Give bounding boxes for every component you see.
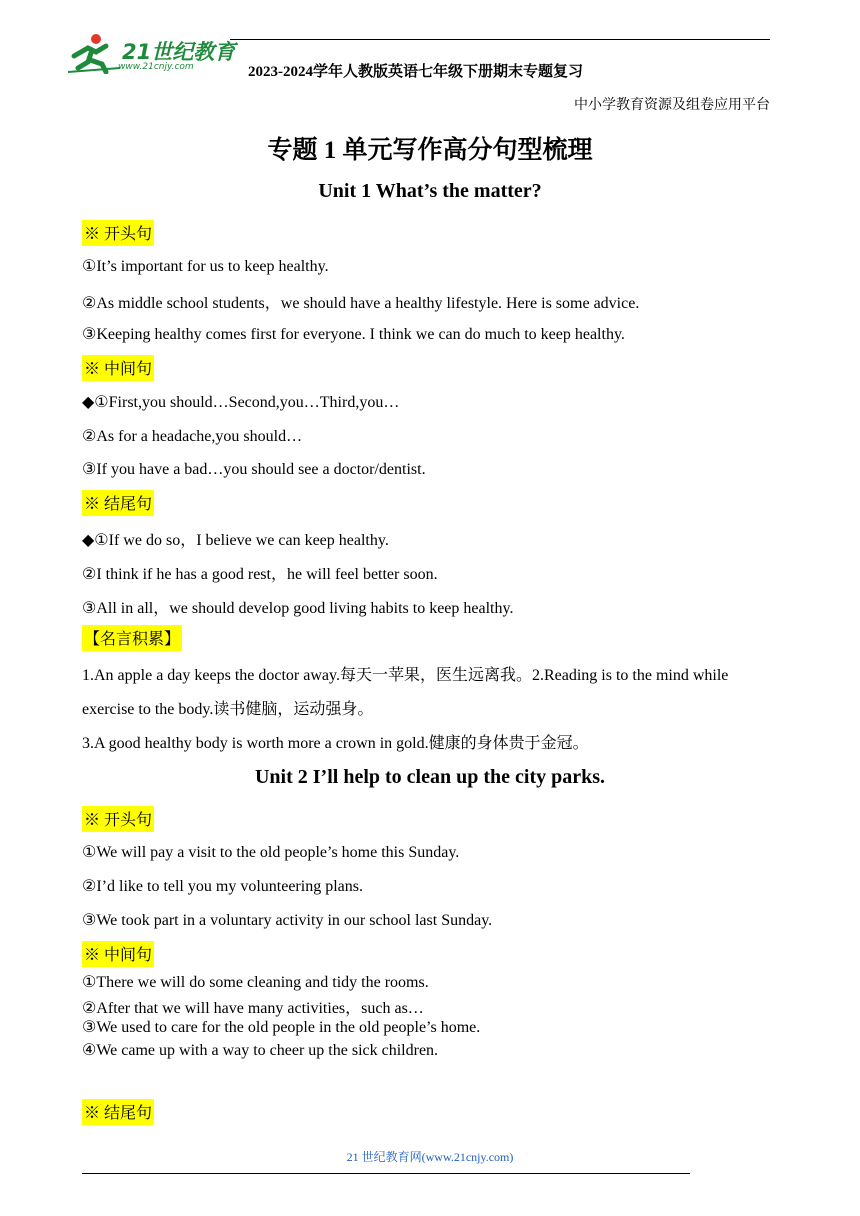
header-rule bbox=[230, 39, 770, 40]
unit2-middle-line: ③We used to care for the old people in the old people’s home. bbox=[82, 1019, 481, 1036]
unit2-opening-line: ③We took part in a voluntary activity in our school last Sunday. bbox=[82, 912, 493, 929]
unit1-quotes-tag: 【名言积累】 bbox=[82, 625, 182, 651]
unit1-middle-line: ③If you have a bad…you should see a doctor/dentist. bbox=[82, 461, 426, 478]
unit1-quote-line: exercise to the body.读书健脑，运动强身。 bbox=[82, 701, 374, 718]
unit1-quote-line: 3.A good healthy body is worth more a crown in gold.健康的身体贵于金冠。 bbox=[82, 735, 589, 752]
unit1-ending-tag: ※ 结尾句 bbox=[82, 490, 154, 516]
unit2-middle-line: ②After that we will have many activities，such as… bbox=[82, 1000, 424, 1017]
unit2-title: Unit 2 I’ll help to clean up the city parks. bbox=[254, 766, 606, 788]
unit1-opening-line: ③Keeping healthy comes first for everyone. I think we can do much to keep healthy. bbox=[82, 326, 625, 343]
footer-link[interactable]: 21 世纪教育网(www.21cnjy.com) bbox=[346, 1150, 514, 1164]
unit1-opening-line: ①It’s important for us to keep healthy. bbox=[82, 258, 329, 275]
unit1-middle-line: ②As for a headache,you should… bbox=[82, 428, 303, 445]
unit2-middle-line: ①There we will do some cleaning and tidy the rooms. bbox=[82, 974, 429, 991]
unit2-ending-tag: ※ 结尾句 bbox=[82, 1099, 154, 1125]
unit2-middle-line: ④We came up with a way to cheer up the sick children. bbox=[82, 1042, 439, 1059]
footer-rule bbox=[82, 1173, 690, 1174]
runner-logo-icon bbox=[66, 32, 122, 74]
unit2-opening-line: ①We will pay a visit to the old people’s home this Sunday. bbox=[82, 844, 460, 861]
unit1-ending-line: ◆①If we do so，I believe we can keep healthy. bbox=[82, 532, 389, 549]
site-logo bbox=[66, 32, 236, 76]
unit2-opening-tag: ※ 开头句 bbox=[82, 806, 154, 832]
unit1-ending-line: ②I think if he has a good rest，he will feel better soon. bbox=[82, 566, 438, 583]
logo-name: 21世纪教育 bbox=[122, 40, 236, 64]
unit1-middle-tag: ※ 中间句 bbox=[82, 355, 154, 381]
unit1-quote-line: 1.An apple a day keeps the doctor away.每天一苹果，医生远离我。2.Reading is to the mind while bbox=[82, 667, 729, 684]
unit1-opening-line: ②As middle school students，we should have a healthy lifestyle. Here is some advice. bbox=[82, 295, 640, 312]
unit1-opening-tag: ※ 开头句 bbox=[82, 220, 154, 246]
unit1-middle-line: ◆①First,you should…Second,you…Third,you… bbox=[82, 394, 400, 411]
header-title: 2023-2024学年人教版英语七年级下册期末专题复习 bbox=[248, 64, 583, 80]
unit1-ending-line: ③All in all，we should develop good living habits to keep healthy. bbox=[82, 600, 514, 617]
unit1-title: Unit 1 What’s the matter? bbox=[318, 180, 542, 202]
unit2-opening-line: ②I’d like to tell you my volunteering plans. bbox=[82, 878, 363, 895]
logo-url: www.21cnjy.com bbox=[118, 62, 194, 72]
header-subtitle: 中小学教育资源及组卷应用平台 bbox=[574, 98, 770, 113]
page-title: 专题 1 单元写作高分句型梳理 bbox=[267, 137, 593, 164]
unit2-middle-tag: ※ 中间句 bbox=[82, 941, 154, 967]
